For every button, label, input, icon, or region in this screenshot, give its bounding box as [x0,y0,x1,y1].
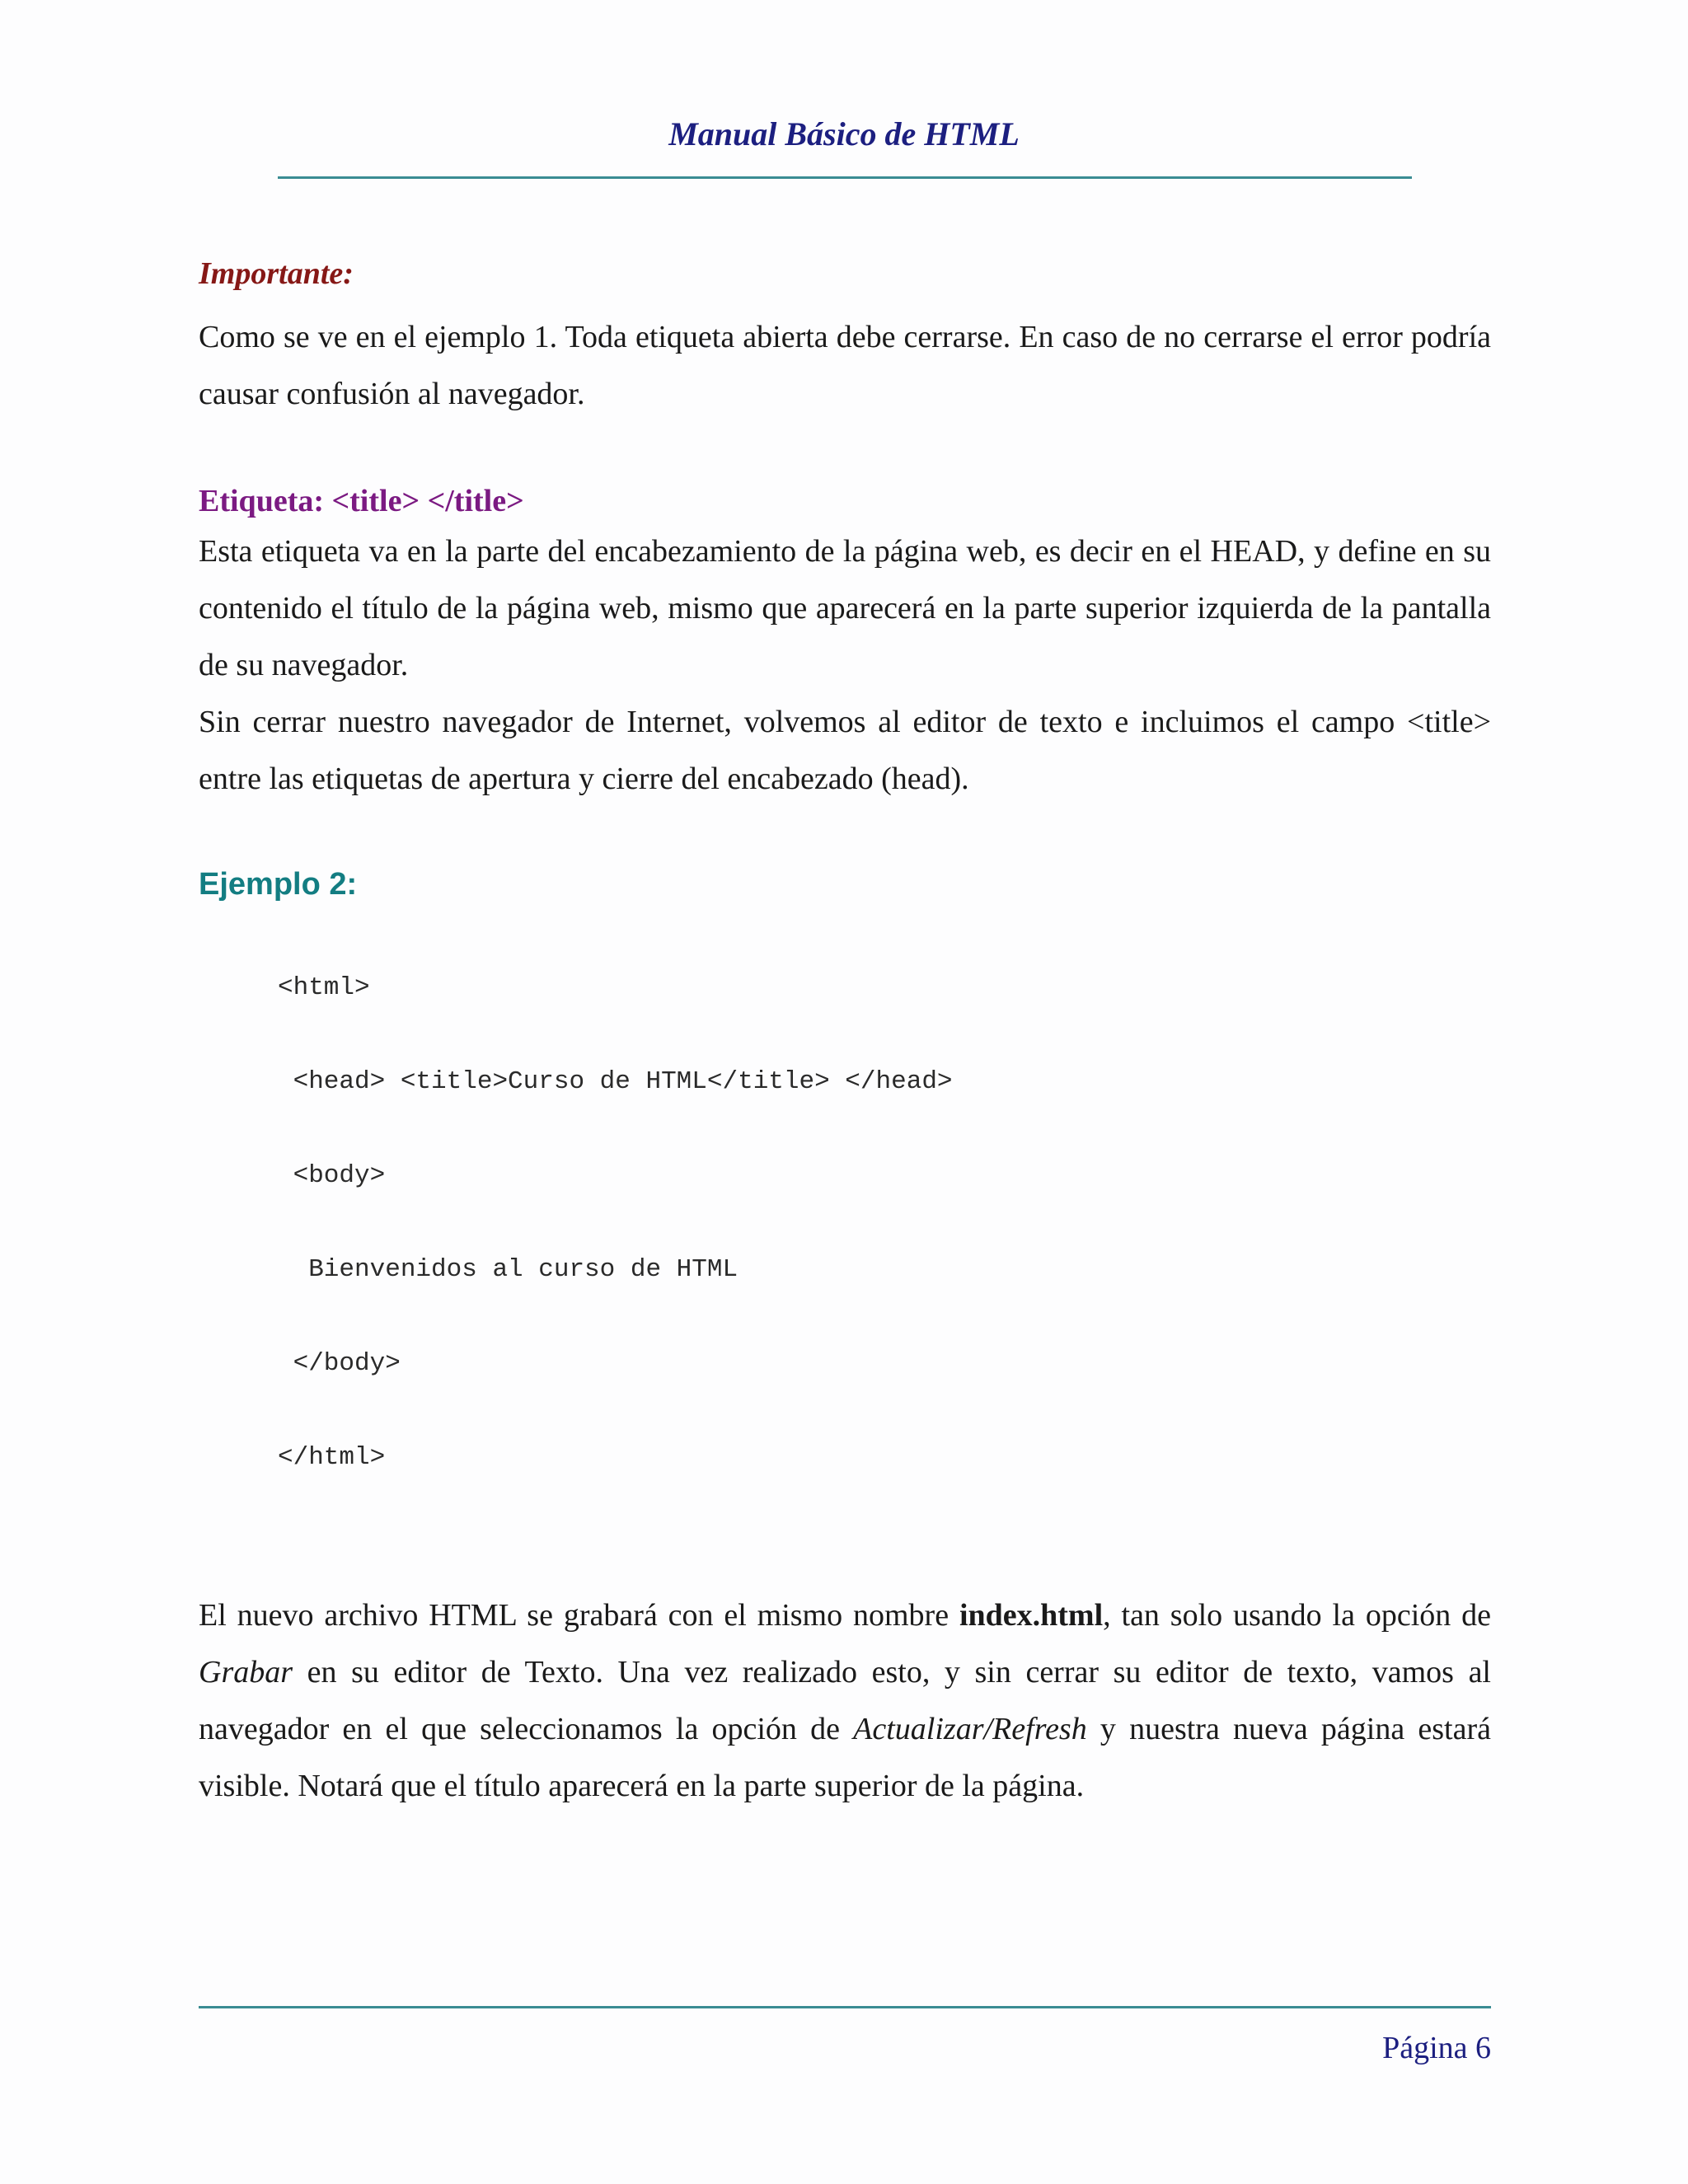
code-line: </body> [278,1349,401,1378]
code-line: <body> [278,1161,386,1190]
page-content [199,253,1491,1815]
refresh-option-italic: Actualizar/Refresh [853,1712,1087,1746]
header-divider [278,176,1412,179]
title-tag-paragraph-1: Esta etiqueta va en la parte del encabezamiento de la página web, es decir en el HEAD, y define en su contenido el título de la página web, mismo que aparecerá en la parte superior izquierda de la pantalla de su navegador. [199,534,1491,682]
page-number: Página 6 [1382,2031,1491,2065]
code-line: <head> <title>Curso de HTML</title> </head> [278,1067,953,1096]
footer-divider [199,2006,1491,2008]
code-line: Bienvenidos al curso de HTML [278,1255,738,1284]
save-option-italic: Grabar [199,1655,293,1690]
title-tag-paragraph-2: Sin cerrar nuestro navegador de Internet, volvemos al editor de texto e incluimos el campo <title> entre las etiquetas de apertura y cierre del encabezado (head). [199,705,1491,796]
code-line: <html> [278,973,370,1002]
final-paragraph-part-1: El nuevo archivo HTML se grabará con el mismo nombre [199,1598,959,1633]
example-heading: Ejemplo 2: [199,867,358,902]
final-paragraph [199,1587,1491,1815]
important-label: Importante: [199,256,354,291]
final-paragraph-part-2: , tan solo usando la opción de [1103,1598,1492,1633]
final-paragraph-part-3: en su editor de Texto. Una vez realizado esto, y sin cerrar su editor de texto, vamos al navegador en el que seleccionamos la opción de [199,1655,1491,1746]
header-title: Manual Básico de HTML [668,115,1020,152]
filename-bold: index.html [959,1598,1104,1633]
code-example [199,910,1491,1536]
final-paragraph-part-4: y nuestra nueva página estará visible. Notará que el título aparecerá en la parte superior de la página. [199,1712,1492,1803]
title-tag-heading: Etiqueta: <title> </title> [199,484,524,518]
code-line: </html> [278,1443,386,1472]
important-paragraph: Como se ve en el ejemplo 1. Toda etiqueta abierta debe cerrarse. En caso de no cerrarse el error podría causar confusión al navegador. [199,320,1491,411]
